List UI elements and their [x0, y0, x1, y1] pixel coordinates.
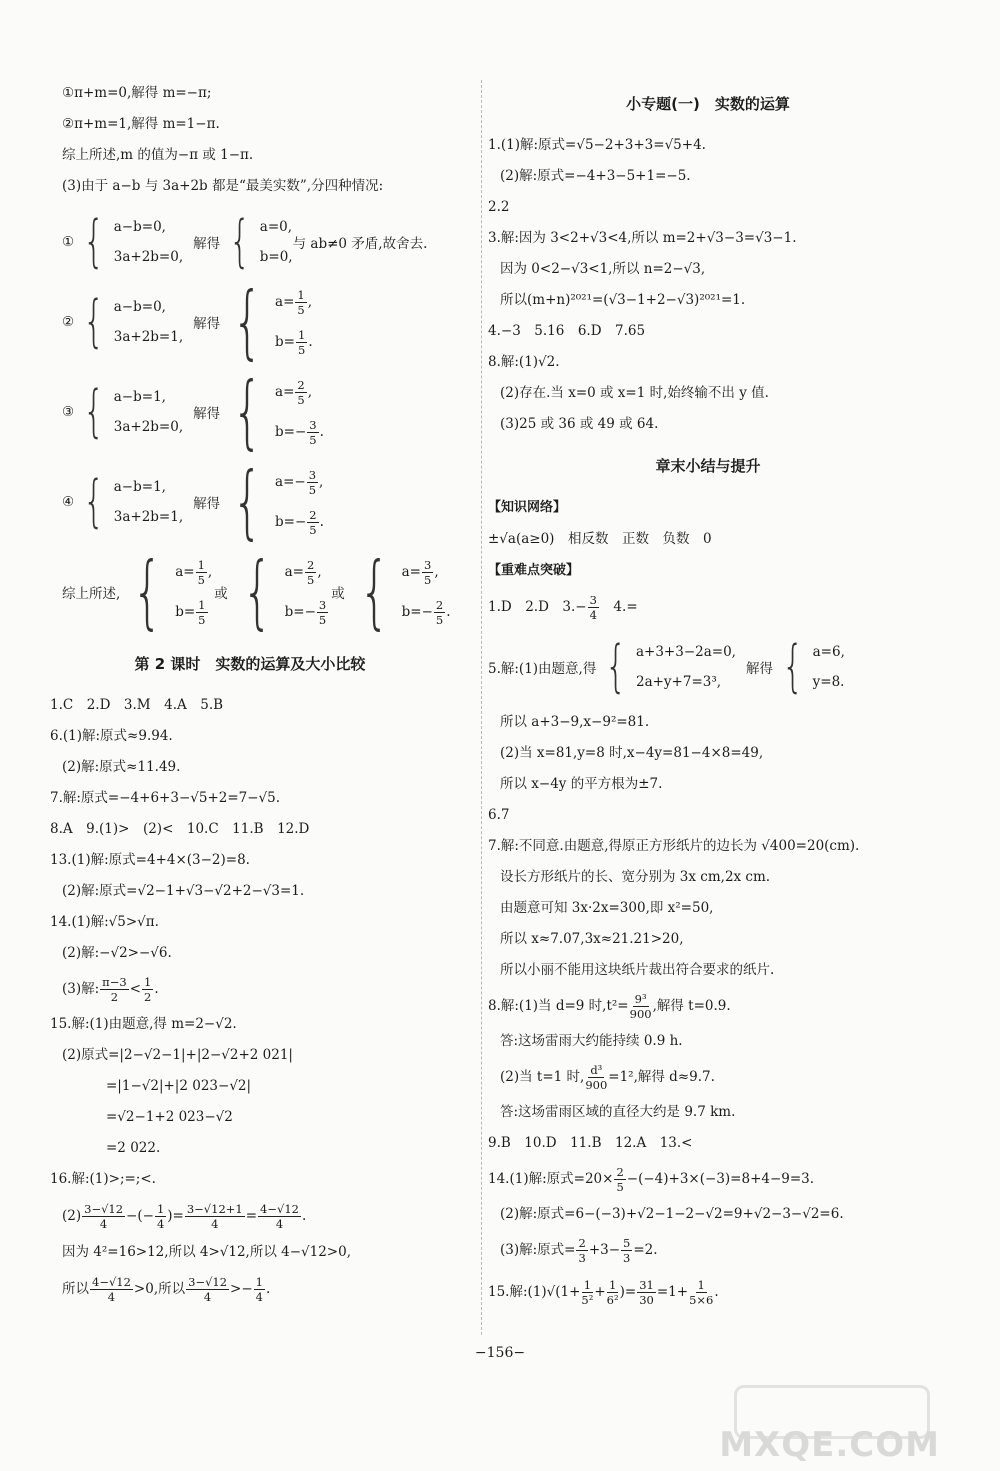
answer-line: 因为 4²=16>12,所以 4>√12,所以 4−√12>0,: [62, 1244, 351, 1260]
answer-line: (2)解:原式≈11.49.: [62, 759, 181, 775]
answer-line: 14.(1)解:原式=20× $\frac{2}{5}$ −(−4)+3×(−3)=8+4−9=3.: [488, 1165, 815, 1194]
answer-line: 13.(1)解:原式=4+4×(3−2)=8.: [50, 852, 250, 868]
equation-system-case-1: ① { a−b=0, 3a+2b=0, 解得 { a=0, b=0, 与 ab≠0 矛盾,故舍去.: [62, 209, 428, 274]
answer-line: 所以 x−4y 的平方根为±7.: [500, 776, 663, 792]
page-number: −156−: [474, 1345, 526, 1361]
answer-line: =2 022.: [106, 1140, 161, 1156]
answer-line: 7.解:不同意.由题意,得原正方形纸片的边长为 √400=20(cm).: [488, 838, 860, 854]
equation-system-case-2: ② { a−b=0, 3a+2b=1, 解得 { a= $\frac{1}{5}$ , b= $\frac{1}{5}$ .: [62, 275, 313, 368]
answer-line: 由题意可知 3x·2x=300,即 x²=50,: [500, 900, 714, 916]
answer-line: (2)解:−√2>−√6.: [62, 945, 172, 961]
answer-line: (2)存在.当 x=0 或 x=1 时,始终输不出 y 值.: [500, 385, 769, 401]
subsection-tag: 【重难点突破】: [488, 563, 580, 578]
watermark-logo: [719, 1385, 940, 1465]
answer-line: (3)解: $\frac{\pi-3}{2}$ < $\frac{1}{2}$ .: [62, 975, 159, 1004]
answer-line: 1.(1)解:原式=√5−2+3+3=√5+4.: [488, 137, 706, 153]
answer-line: =√2−1+2 023−√2: [106, 1109, 233, 1125]
section-heading: 章末小结与提升: [655, 457, 761, 475]
answer-line: 8.解:(1)当 d=9 时,t²= $\frac{\text{9³}}{900}$ ,解得 t=0.9.: [488, 992, 731, 1021]
text-line: ②π+m=1,解得 m=1−π.: [62, 116, 220, 132]
answer-line: 4.−3 5.16 6.D 7.65: [488, 323, 646, 339]
answer-line: 1.D 2.D 3.− $\frac{3}{4}$ 4.=: [488, 593, 638, 622]
answer-line: 所以 a+3−9,x−9²=81.: [500, 714, 650, 730]
answer-line: 6.7: [488, 807, 510, 823]
answer-line: (2)当 t=1 时, $\frac{\text{d³}}{900}$ =1²,解得 d≈9.7.: [500, 1063, 715, 1092]
answer-line: 6.(1)解:原式≈9.94.: [50, 728, 173, 744]
answer-line: 因为 0<2−√3<1,所以 n=2−√3,: [500, 261, 706, 277]
subsection-tag: 【知识网络】: [488, 500, 567, 515]
right-column: [488, 78, 928, 1314]
answer-line: 3.解:因为 3<2+√3<4,所以 m=2+√3−3=√3−1.: [488, 230, 797, 246]
answer-line: 所以 $\frac{4-√12}{4}$ >0,所以 $\frac{3-√12}{4}$ >− $\frac{1}{4}$ .: [62, 1275, 271, 1304]
answer-line: (2)解:原式=6−(−3)+√2−1−2−√2=9+√2−3−√2=6.: [500, 1206, 844, 1222]
text-line: 综上所述,m 的值为−π 或 1−π.: [62, 147, 254, 163]
text-line: ①π+m=0,解得 m=−π;: [62, 85, 212, 101]
text-line: (3)由于 a−b 与 3a+2b 都是“最美实数”,分四种情况:: [62, 178, 384, 194]
section-heading: 第 2 课时 实数的运算及大小比较: [134, 655, 366, 673]
answer-line: 9.B 10.D 11.B 12.A 13.<: [488, 1135, 693, 1151]
answer-line: 答:这场雷雨大约能持续 0.9 h.: [500, 1033, 683, 1049]
equation-system-problem-5: 5.解:(1)由题意,得 { a+3+3−2a=0, 2a+y+7=3³, 解得 { a=6, y=8.: [488, 634, 845, 699]
answer-line: 答:这场雷雨区域的直径大约是 9.7 km.: [500, 1104, 736, 1120]
answer-line: (2)原式=|2−√2−1|+|2−√2+2 021|: [62, 1047, 293, 1063]
answer-line: 14.(1)解:√5>√π.: [50, 914, 159, 930]
answer-line: 7.解:原式=−4+6+3−√5+2=7−√5.: [50, 790, 281, 806]
answer-line: (2)解:原式=√2−1+√3−√2+2−√3=1.: [62, 883, 305, 899]
answer-line: =|1−√2|+|2 023−√2|: [106, 1078, 252, 1094]
equation-system-case-4: ④ { a−b=1, 3a+2b=1, 解得 { a=− $\frac{3}{5}$ , b=− $\frac{2}{5}$ .: [62, 455, 324, 548]
answer-line: (3)25 或 36 或 49 或 64.: [500, 416, 659, 432]
answer-line: ±√a(a≥0) 相反数 正数 负数 0: [488, 531, 712, 547]
section-heading: 小专题(一) 实数的运算: [626, 95, 790, 113]
answer-line: 8.解:(1)√2.: [488, 354, 560, 370]
answer-line: 设长方形纸片的长、宽分别为 3x cm,2x cm.: [500, 869, 771, 885]
answer-line: 所以小丽不能用这块纸片裁出符合要求的纸片.: [500, 962, 775, 978]
answer-line: 所以 x≈7.07,3x≈21.21>20,: [500, 931, 684, 947]
answer-line: 15.解:(1)√(1+ $\frac{1}{\text{5²}}$ + $\frac{1}{\text{6²}}$ )= $\frac{31}{30}$ =1+ $\frac{1}{5\times 6}$ .: [488, 1278, 719, 1307]
answer-line: (2)当 x=81,y=8 时,x−4y=81−4×8=49,: [500, 745, 764, 761]
left-column: [50, 78, 450, 1310]
answer-line: (3)解:原式= $\frac{2}{3}$ +3− $\frac{5}{3}$ =2.: [500, 1236, 658, 1265]
answer-line: 2.2: [488, 199, 510, 215]
equation-system-case-3: ③ { a−b=1, 3a+2b=0, 解得 { a= $\frac{2}{5}$ , b=− $\frac{3}{5}$ .: [62, 365, 324, 458]
column-divider: [481, 80, 482, 1335]
watermark-text: MXQE.COM: [719, 1425, 940, 1465]
answer-line: (2)解:原式=−4+3−5+1=−5.: [500, 168, 691, 184]
answer-line: 15.解:(1)由题意,得 m=2−√2.: [50, 1016, 237, 1032]
answer-line: (2) $\frac{3-√12}{4}$ −(− $\frac{1}{4}$ )= $\frac{3-√12+1}{4}$ = $\frac{4-√12}{4}$ .: [62, 1202, 307, 1231]
summary-solutions: 综上所述, { a= $\frac{1}{5}$ , b= $\frac{1}{5}$ 或 { a= $\frac{2}{5}$ , b=− $\frac{3}{5}$ 或 { a= $\frac{3}{5}$ , b=− $\frac{2}{5}$ .: [62, 545, 451, 638]
answer-line: 1.C 2.D 3.M 4.A 5.B: [50, 697, 224, 713]
answer-line: 16.解:(1)>;=;<.: [50, 1171, 156, 1187]
answer-line: 8.A 9.(1)> (2)< 10.C 11.B 12.D: [50, 821, 310, 837]
answer-line: 所以(m+n)²⁰²¹=(√3−1+2−√3)²⁰²¹=1.: [500, 292, 746, 308]
